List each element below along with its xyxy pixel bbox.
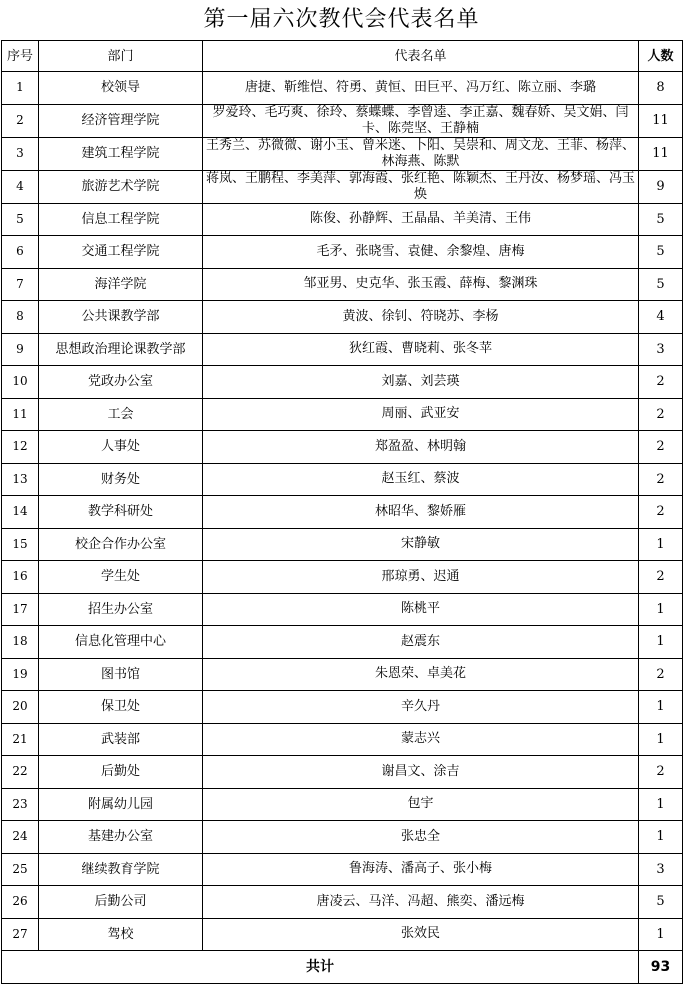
row-count: 5 — [639, 203, 683, 236]
row-reps: 包宇 — [203, 788, 639, 821]
row-index: 23 — [2, 788, 39, 821]
row-department: 教学科研处 — [39, 496, 203, 529]
row-index: 27 — [2, 918, 39, 951]
header-department: 部门 — [39, 41, 203, 72]
header-index: 序号 — [2, 41, 39, 72]
row-reps: 朱恩荣、卓美花 — [203, 658, 639, 691]
row-count: 9 — [639, 170, 683, 203]
row-department: 交通工程学院 — [39, 236, 203, 269]
row-index: 1 — [2, 72, 39, 105]
table-row — [2, 366, 683, 399]
table-row — [2, 723, 683, 756]
row-reps: 刘嘉、刘芸瑛 — [203, 366, 639, 399]
row-reps: 唐凌云、马洋、冯超、熊奕、潘远梅 — [203, 886, 639, 919]
row-department: 基建办公室 — [39, 821, 203, 854]
row-reps: 张效民 — [203, 918, 639, 951]
row-index: 2 — [2, 104, 39, 137]
row-count: 8 — [639, 72, 683, 105]
row-reps: 张忠全 — [203, 821, 639, 854]
table-row — [2, 431, 683, 464]
table-row — [2, 691, 683, 724]
row-count: 1 — [639, 918, 683, 951]
table-row — [2, 203, 683, 236]
row-index: 15 — [2, 528, 39, 561]
row-count: 2 — [639, 366, 683, 399]
row-department: 武装部 — [39, 723, 203, 756]
row-department: 校企合作办公室 — [39, 528, 203, 561]
row-department: 学生处 — [39, 561, 203, 594]
row-index: 4 — [2, 170, 39, 203]
row-index: 21 — [2, 723, 39, 756]
row-count: 1 — [639, 821, 683, 854]
row-reps: 邢琼勇、迟通 — [203, 561, 639, 594]
row-reps: 周丽、武亚安 — [203, 398, 639, 431]
row-department: 继续教育学院 — [39, 853, 203, 886]
row-index: 5 — [2, 203, 39, 236]
row-reps: 罗爱玲、毛巧爽、徐玲、蔡蝶蝶、李曾逵、李正嘉、魏春娇、吴文娟、闫卡、陈莞坚、王静楠 — [203, 104, 639, 137]
row-index: 22 — [2, 756, 39, 789]
row-department: 后勤处 — [39, 756, 203, 789]
table-row — [2, 301, 683, 334]
row-index: 12 — [2, 431, 39, 464]
row-department: 信息工程学院 — [39, 203, 203, 236]
row-count: 2 — [639, 398, 683, 431]
row-count: 4 — [639, 301, 683, 334]
table-row — [2, 658, 683, 691]
table-row — [2, 104, 683, 137]
table-row — [2, 496, 683, 529]
row-index: 3 — [2, 137, 39, 170]
table-row — [2, 398, 683, 431]
table-row — [2, 72, 683, 105]
table-row — [2, 756, 683, 789]
table-row — [2, 626, 683, 659]
table-row — [2, 821, 683, 854]
row-reps: 赵震东 — [203, 626, 639, 659]
table-row — [2, 268, 683, 301]
row-index: 14 — [2, 496, 39, 529]
table-row — [2, 137, 683, 170]
row-department: 海洋学院 — [39, 268, 203, 301]
row-reps: 鲁海涛、潘高子、张小梅 — [203, 853, 639, 886]
row-reps: 陈桃平 — [203, 593, 639, 626]
row-count: 11 — [639, 137, 683, 170]
total-count: 93 — [639, 951, 683, 984]
row-reps: 毛矛、张晓雪、袁健、余黎煌、唐梅 — [203, 236, 639, 269]
row-index: 17 — [2, 593, 39, 626]
row-department: 经济管理学院 — [39, 104, 203, 137]
table-row — [2, 853, 683, 886]
row-index: 20 — [2, 691, 39, 724]
row-reps: 谢昌文、涂吉 — [203, 756, 639, 789]
row-index: 7 — [2, 268, 39, 301]
row-index: 9 — [2, 333, 39, 366]
row-index: 10 — [2, 366, 39, 399]
table-row — [2, 918, 683, 951]
row-reps: 唐捷、靳维恺、符勇、黄恒、田巨平、冯万红、陈立丽、李璐 — [203, 72, 639, 105]
row-count: 5 — [639, 268, 683, 301]
row-department: 人事处 — [39, 431, 203, 464]
representatives-table — [1, 40, 683, 984]
row-reps: 王秀兰、苏微微、谢小玉、曾米迷、卜阳、吴崇和、周文龙、王菲、杨萍、林海燕、陈默 — [203, 137, 639, 170]
row-department: 附属幼儿园 — [39, 788, 203, 821]
row-department: 党政办公室 — [39, 366, 203, 399]
row-department: 思想政治理论课教学部 — [39, 333, 203, 366]
row-count: 1 — [639, 788, 683, 821]
row-count: 5 — [639, 886, 683, 919]
row-count: 2 — [639, 756, 683, 789]
row-index: 11 — [2, 398, 39, 431]
table-row — [2, 593, 683, 626]
row-department: 旅游艺术学院 — [39, 170, 203, 203]
row-count: 2 — [639, 431, 683, 464]
row-count: 5 — [639, 236, 683, 269]
table-header-row — [2, 41, 683, 72]
page-title: 第一届六次教代会代表名单 — [203, 7, 480, 32]
row-department: 保卫处 — [39, 691, 203, 724]
table-body — [2, 72, 683, 951]
row-count: 1 — [639, 723, 683, 756]
row-index: 16 — [2, 561, 39, 594]
row-reps: 陈俊、孙静辉、王晶晶、羊美清、王伟 — [203, 203, 639, 236]
table-row — [2, 170, 683, 203]
row-department: 后勤公司 — [39, 886, 203, 919]
table-row — [2, 788, 683, 821]
row-department: 驾校 — [39, 918, 203, 951]
row-count: 3 — [639, 853, 683, 886]
total-row — [2, 951, 683, 984]
header-count: 人数 — [639, 41, 683, 72]
row-count: 2 — [639, 496, 683, 529]
row-reps: 蒋岚、王鹏程、李美萍、郭海霞、张红艳、陈颖杰、王丹汝、杨梦瑶、冯玉焕 — [203, 170, 639, 203]
row-department: 招生办公室 — [39, 593, 203, 626]
row-department: 校领导 — [39, 72, 203, 105]
row-department: 信息化管理中心 — [39, 626, 203, 659]
table-row — [2, 333, 683, 366]
header-reps: 代表名单 — [203, 41, 639, 72]
row-index: 26 — [2, 886, 39, 919]
row-reps: 宋静敏 — [203, 528, 639, 561]
row-count: 2 — [639, 658, 683, 691]
table-row — [2, 561, 683, 594]
row-reps: 邹亚男、史克华、张玉霞、薛梅、黎渊珠 — [203, 268, 639, 301]
row-department: 财务处 — [39, 463, 203, 496]
row-department: 建筑工程学院 — [39, 137, 203, 170]
row-reps: 林昭华、黎娇雁 — [203, 496, 639, 529]
row-reps: 辛久丹 — [203, 691, 639, 724]
row-index: 13 — [2, 463, 39, 496]
row-department: 公共课教学部 — [39, 301, 203, 334]
row-index: 24 — [2, 821, 39, 854]
total-label: 共计 — [2, 951, 639, 984]
row-count: 3 — [639, 333, 683, 366]
row-reps: 蒙志兴 — [203, 723, 639, 756]
table-row — [2, 886, 683, 919]
row-index: 8 — [2, 301, 39, 334]
row-count: 2 — [639, 561, 683, 594]
row-index: 6 — [2, 236, 39, 269]
row-count: 1 — [639, 691, 683, 724]
row-reps: 狄红霞、曹晓莉、张冬苹 — [203, 333, 639, 366]
row-reps: 赵玉红、蔡波 — [203, 463, 639, 496]
row-count: 1 — [639, 626, 683, 659]
row-count: 1 — [639, 528, 683, 561]
row-department: 图书馆 — [39, 658, 203, 691]
row-count: 1 — [639, 593, 683, 626]
row-count: 11 — [639, 104, 683, 137]
table-row — [2, 236, 683, 269]
row-reps: 黄波、徐钊、符晓苏、李杨 — [203, 301, 639, 334]
table-row — [2, 463, 683, 496]
row-department: 工会 — [39, 398, 203, 431]
row-reps: 郑盈盈、林明翰 — [203, 431, 639, 464]
row-index: 18 — [2, 626, 39, 659]
table-row — [2, 528, 683, 561]
row-count: 2 — [639, 463, 683, 496]
row-index: 19 — [2, 658, 39, 691]
row-index: 25 — [2, 853, 39, 886]
